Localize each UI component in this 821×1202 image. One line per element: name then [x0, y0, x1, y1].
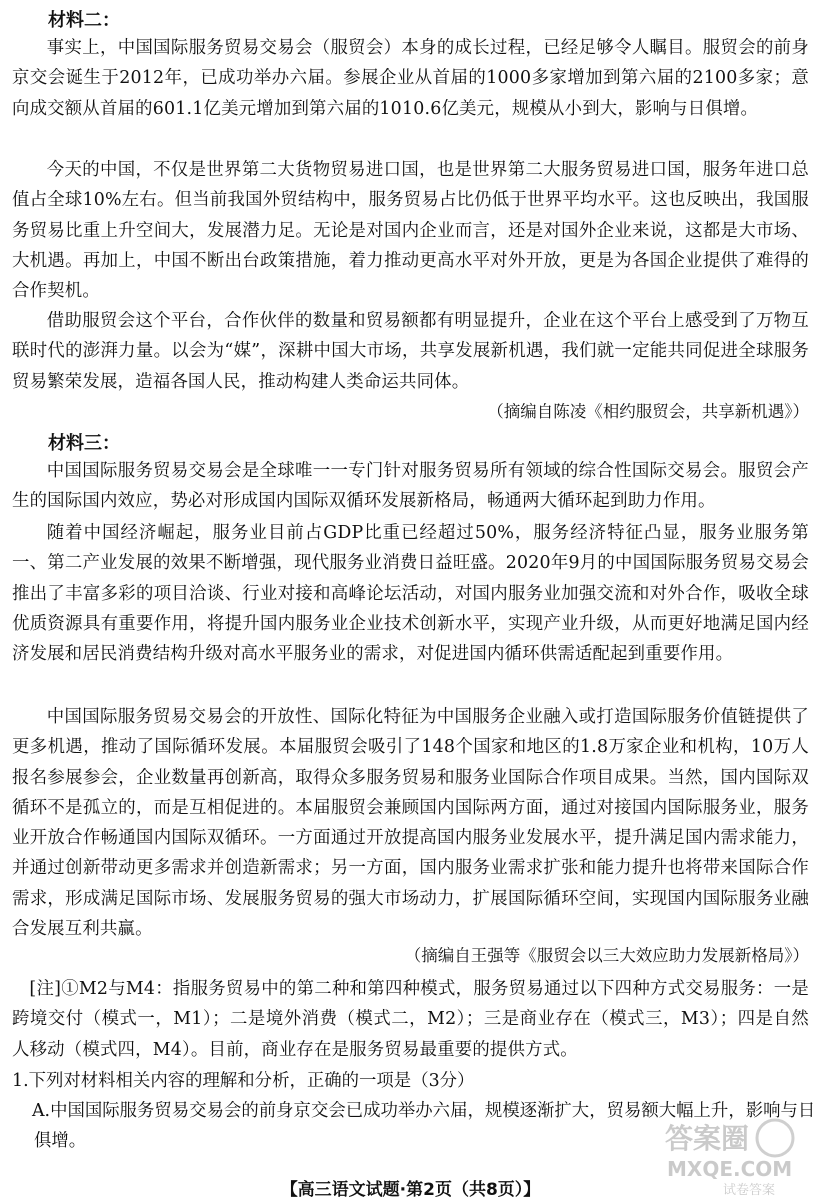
- question-1-option-a: A.中国国际服务贸易交易会的前身京交会已成功举办六届，规模逐渐扩大，贸易额大幅上升，影响与日俱增。: [32, 1101, 816, 1152]
- page-footer: 【高三语文试题·第2页（共8页）】: [280, 1180, 541, 1200]
- material2-source: （摘编自陈凌《相约服贸会，共享新机遇》）: [487, 402, 809, 421]
- watermark-text-1: 答案圈: [665, 1122, 750, 1155]
- material2-paragraph-3: 借助服贸会这个平台，合作伙伴的数量和贸易额都有明显提升，企业在这个平台上感受到了万物互联时代的澎湃力量。以会为“媒”，深耕中国大市场，共享发展新机遇，我们就一定能共同促进全球服务贸易繁荣发展，造福各国人民，推动构建人类命运共同体。: [12, 311, 809, 392]
- material3-title: 材料三：: [48, 433, 120, 454]
- material2-paragraph-2: 今天的中国，不仅是世界第二大货物贸易进口国，也是世界第二大服务贸易进口国，服务年进口总值占全球10%左右。但当前我国外贸结构中，服务贸易占比仍低于世界平均水平。这也反映出，我国服务贸易比重上升空间大，发展潜力足。无论是对国内企业而言，还是对国外企业来说，这都是大市场、大机遇。再加上，中国不断出台政策措施，着力推动更高水平对外开放，更是为各国企业提供了难得的合作契机。: [12, 160, 809, 302]
- material2-title: 材料二：: [48, 10, 120, 31]
- material3-paragraph-2: 随着中国经济崛起，服务业目前占GDP比重已经超过50%，服务经济特征凸显，服务业服务第一、第二产业发展的效果不断增强，现代服务业消费日益旺盛。2020年9月的中国国际服务贸易交易会推出了丰富多彩的项目洽谈、行业对接和高峰论坛活动，对国内服务业加强交流和对外合作，吸收全球优质资源具有重要作用，将提升国内服务业企业技术创新水平，实现产业升级，从而更好地满足国内经济发展和居民消费结构升级对高水平服务业的需求，对促进国内循环供需适配起到重要作用。: [12, 523, 809, 665]
- annotation-note: [注]①M2与M4：指服务贸易中的第二种和第四种模式，服务贸易通过以下四种方式交易服务：一是跨境交付（模式一，M1）；二是境外消费（模式二，M2）；三是商业存在（模式三，M3）；四是自然人移动（模式四，M4）。目前，商业存在是服务贸易最重要的提供方式。: [12, 979, 809, 1060]
- question-1-stem: 1.下列对材料相关内容的理解和分析，正确的一项是（3分）: [12, 1071, 475, 1091]
- watermark-text-2: MXQE.COM: [667, 1157, 793, 1181]
- material3-source: （摘编自王强等《服贸会以三大效应助力发展新格局》）: [404, 946, 809, 965]
- material2-paragraph-1: 事实上，中国国际服务贸易交易会（服贸会）本身的成长过程，已经足够令人瞩目。服贸会的前身京交会诞生于2012年，已成功举办六届。参展企业从首届的1000多家增加到第六届的2100多家；意向成交额从首届的601.1亿美元增加到第六届的1010.6亿美元，规模从小到大，影响与日俱增。: [12, 38, 809, 119]
- watermark-text-3: 试卷答案: [723, 1183, 776, 1198]
- material3-paragraph-1: 中国国际服务贸易交易会是全球唯一一专门针对服务贸易所有领域的综合性国际交易会。服贸会产生的国际国内效应，势必对形成国内国际双循环发展新格局，畅通两大循环起到助力作用。: [12, 461, 809, 512]
- material3-paragraph-3: 中国国际服务贸易交易会的开放性、国际化特征为中国服务企业融入或打造国际服务价值链提供了更多机遇，推动了国际循环发展。本届服贸会吸引了148个国家和地区的1.8万家企业和机构，10万人报名参展参会，企业数量再创新高，取得众多服务贸易和服务业国际合作项目成果。当然，国内国际双循环不是孤立的，而是互相促进的。本届服贸会兼顾国内国际两方面，通过对接国内国际服务业，服务业开放合作畅通国内国际双循环。一方面通过开放提高国内服务业发展水平，提升满足国内需求能力，并通过创新带动更多需求并创造新需求；另一方面，国内服务业需求扩张和能力提升也将带来国际合作需求，形成满足国际市场、发展服务贸易的强大市场动力，扩展国际循环空间，实现国内国际服务业融合发展互利共赢。: [12, 707, 809, 940]
